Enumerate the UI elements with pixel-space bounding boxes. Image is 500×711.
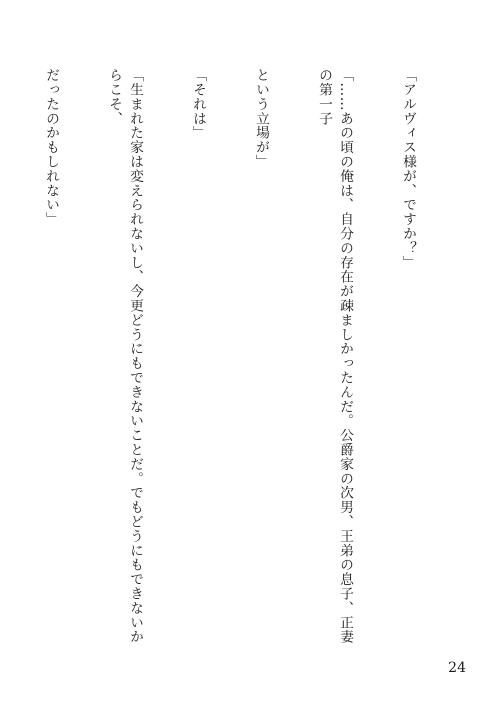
text-line: という立場が」 — [253, 68, 269, 169]
text-line: 「……あの頃の俺は、自分の存在が疎ましかったんだ。公爵家の次男、王弟の息子、正妻の第一子 — [316, 68, 353, 644]
text-line: 「それは」 — [190, 68, 206, 140]
page-number: 24 — [448, 660, 466, 676]
text-line: 「アルヴィス様が、ですか？」 — [400, 68, 416, 270]
text-line: 「生まれた家は変えられないし、今更どうにもできないことだ。でもどうにもできないからこそ、 — [106, 68, 143, 644]
vertical-text-block — [40, 68, 460, 658]
text-line: だったのかもしれない」 — [43, 68, 59, 227]
